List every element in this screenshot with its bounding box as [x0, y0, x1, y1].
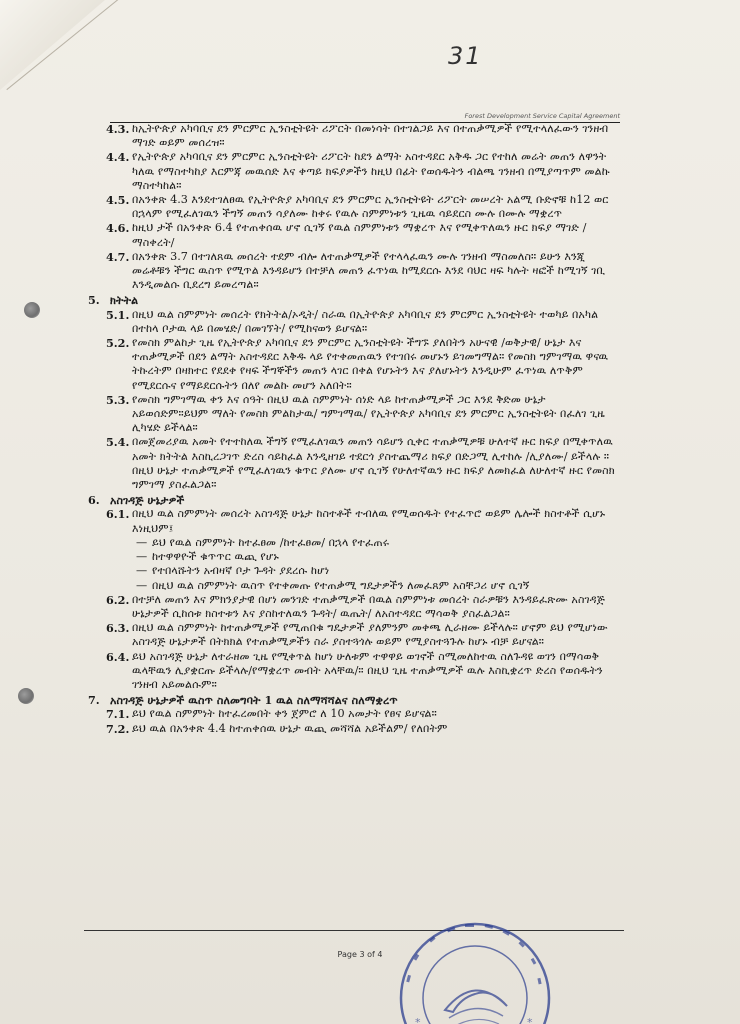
clause-number: 5.3.	[106, 392, 130, 407]
clause	[84, 150, 624, 193]
clause-number: 4.7.	[106, 249, 130, 264]
list-item	[84, 536, 624, 550]
list-item-text: ከተዋዋዮች ቁጥጥር ዉጪ የሆኑ	[152, 550, 279, 564]
section-title: አስገዳጅ ሁኔታዎች	[110, 493, 185, 508]
clause-number: 7.1.	[106, 707, 130, 722]
clause-text: በዚህ ዉል ስምምነት መሰረት አስገዳጅ ሁኔታ ከስተቶች ተብለዉ የሚወሰዱት የተፈጥሮ ወይም ሌሎች ክስተቶች ሲሆኑ እነዚህም፤	[132, 507, 606, 535]
clause-number: 5.4.	[106, 435, 130, 450]
clause-text: የኢትዮጵያ አካባቢና ደን ምርምር ኢንስቲትዩት ሪፖርት ከደን ልማት አስተዳደር አቅዱ ጋር የተከለ መሬት መጠን ለዋንት ካለዉ የማስተካከያ እርምጃ መዉሰድ እና ቀጣይ ክፍያዎችን ከዚህ በፊት የወሰዱትን ብልጫ ገንዘብ በሚያጣጥም መልኩ ማስተካከል።	[132, 150, 610, 192]
clause-text: ከኢትዮጵያ አካባቢና ደን ምርምር ኢንስቲትዩት ሪፖርት በመነሳት በተገልጋይ እና በተጠቃሚዎች የሚተላለፈውን ገንዘብ ማገድ ወይም መሰረዝ።	[132, 122, 609, 150]
clause-number: 6.4.	[106, 649, 130, 664]
section-heading	[84, 693, 624, 707]
svg-text:*: *	[527, 1016, 533, 1024]
clause-number: 5.1.	[106, 307, 130, 322]
clause-text: የመስክ ምልከታ ጊዜ የኢትዮጵያ አካባቢና ደን ምርምር ኢንስቲትዩት ችግኙ ያለበትን አሁናዊ /ወቅታዊ/ ሁኔታ እና ተጠቃሚዎች በደን ልማት አስተዳደር እቅዱ ላይ የተቀመጠዉን የተገበሩ መሆኑን ይገመግማል። የመስክ ግምገማዉ ዋናዉ ትኩረትም በዛክተር የደደቀ የዛፍ ችግኞችን መጠን ላገር በቀል የሆኑትን እና ያለሆኑትን እንዲሁም ፈጥነዉ ለጥቅም የሚደርሱና የማይደርሱትን በለየ መልኩ መሆን አለበት።	[132, 336, 609, 392]
clause-text: በዚህ ዉል ስምምነት ከተጠቃሚዎች የሚጠበቁ ግዴታዎች ያለምንም መቀጫ ሊራዘሙ ይችላሉ። ሆኖም ይህ የሚሆነው አስገዳጅ ሁኔታዎች በትክክል የተጠቃሚዎችን ስራ ያስተጓጎሉ ወይም የሚያስተጓጉሉ ከሆኑ ብቻ ይሆናል።	[132, 621, 608, 649]
dash-marker: —	[136, 564, 148, 578]
clause-number: 6.2.	[106, 592, 130, 607]
clause	[84, 308, 624, 336]
dash-marker: —	[136, 550, 148, 564]
clause	[84, 507, 624, 535]
list-item-text: በዚህ ዉል ስምምነት ዉስጥ የተቀመጡ የተጠቃሚ ግዴታዎችን ለመፈጸም አስቸጋሪ ሆኖ ሲገኝ	[152, 578, 530, 592]
clause-text: ይህ ዉል በአንቀጽ 4.4 ከተጠቀሰዉ ሁኔታ ዉጪ መሻሻል አይችልም/ የለበትም	[132, 721, 448, 735]
clause	[84, 193, 624, 221]
folded-corner	[0, 0, 105, 90]
clause	[84, 650, 624, 693]
clause-number: 6.1.	[106, 507, 130, 522]
clause	[84, 722, 624, 736]
clause	[84, 435, 624, 492]
punch-hole-icon	[18, 688, 34, 704]
clause-text: ይህ አስገዳጅ ሁኔታ ለተራዘመ ጊዜ የሚቀጥል ከሆነ ሁለቱም ተዋዋይ ወገኖች ስሚመለከተዉ ስለጉዳዩ ወገን በማሳወቅ ዉላቸዉን ሊያቋርጡ ይችላሉ/የማቋረጥ መብት አላቸዉ/። በዚህ ጊዜ ተጠቃሚዎች ዉሉ እስኪቋረጥ ድረስ የወሰዱትን ገንዘብ አይመልሱም።	[132, 649, 603, 691]
clause-text: በመጀመሪያዉ አመት የተተከለዉ ችግኝ የሚፈለገዉን መጠን ሳይሆን ሲቀር ተጠቃሚዎቹ ሁለተኛ ዙር ክፍያ በሚቀጥለዉ አመት ክትትል እስኪረጋገጥ ድረስ ሳይከፈል እንዲዘገይ ተደርጎ ያስተጨማሪ ክፍያ በድጋሚ ሊተከሉ /ሊያለሙ/ ይችላሉ ። በዚህ ሁኔታ ተጠቃሚዎች የሚፈለገዉን ቁጥር ያለሙ ሆኖ ሲገኝ የሁለተኛዉን ዙር ክፍያ ለመክፈል ለሁለተኛ ዙር የመስክ ግምገማ ያስፈልጋል።	[132, 435, 615, 492]
clause-number: 5.2.	[106, 336, 130, 351]
section-number: 5.	[88, 293, 100, 308]
handwritten-page-number: 31	[448, 42, 483, 70]
list-item	[84, 579, 624, 593]
list-item	[84, 564, 624, 578]
svg-text:*: *	[415, 1016, 421, 1024]
clause-text: ይህ የዉል ስምምነት ከተፈረመበት ቀን ጀምሮ ለ 10 አመታት የፀና ይሆናል።	[132, 707, 437, 721]
clause	[84, 336, 624, 393]
section-number: 7.	[88, 693, 100, 708]
running-header: Forest Development Service Capital Agreement	[110, 111, 620, 123]
document-body	[84, 122, 624, 736]
clause-text: በአንቀጽ 3.7 በተገለጸዉ መሰረት ተደም ብሎ ለተጠቃሚዎች የተላላፈዉን ሙሉ ገንዘብ ማስመለስ። ይሁን እንጂ መሬቶቹን ችግር ዉስጥ የሚጥል እንዳይሆን በተቻለ መጠን ፈጥነዉ ከሚደርሱ እንደ ባህር ዛፍ ካሉት ዛፎች ከሚገኝ ገቢ እንዲመልሱ ቢደረግ ይመረጣል።	[132, 249, 606, 292]
list-item	[84, 550, 624, 564]
clause-text: በተቻለ መጠን እና ምክንያታዊ በሆነ መንገድ ተጠቃሚዎች በዉል ስምምነቱ መሰረት ስራዎቹን እንዳይፈጽሙ አስገዳጅ ሁኔታዎች ሲከሰቱ ክስተቱን እና ያስከተለዉን ጉዳት/ ዉጤት/ ለአስተዳደር ማሳወቅ ያስፈልጋል።	[132, 592, 605, 620]
page-footer: Page 3 of 4	[337, 950, 383, 959]
list-item-text: የተበላሹትን አብዛኛ ቦታ ጉዳት ያደረሱ ከሆነ	[152, 564, 330, 578]
list-item-text: ይህ የዉል ስምምነት ከተፈፀመ /ከተፈፀመ/ በኋላ የተፈጠሩ	[152, 535, 390, 549]
section-title: አስገዳጅ ሁኔታዎች ዉስጥ ስለመግባት 1 ዉል ስለማሻሻልና ስለማቋረጥ	[110, 693, 398, 708]
section-heading	[84, 493, 624, 507]
clause	[84, 250, 624, 293]
clause-number: 6.3.	[106, 621, 130, 636]
dash-marker: —	[136, 578, 148, 592]
clause	[84, 593, 624, 621]
clause-text: በዚህ ዉል ስምምነት መሰረት የክትትል/ኦዲት/ ስራዉ በኢትዮጵያ አካባቢና ደን ምርምር ኢንስቲትዩት ተወካይ በአካል በተከላ ቦታዉ ላይ በመሄድ/ በመገኘት/ የሚከናወን ይሆናል።	[132, 307, 599, 335]
punch-hole-icon	[24, 302, 40, 318]
clause-number: 4.5.	[106, 193, 130, 208]
section-number: 6.	[88, 493, 100, 508]
clause-text: ከዚህ ታች በአንቀጽ 6.4 የተጠቀሰዉ ሆኖ ሲገኝ የዉል ስምምነቱን ማቋረጥ እና የሚቀጥለዉን ዙር ክፍያ ማገድ /ማስቀረት/	[132, 221, 587, 249]
clause	[84, 621, 624, 649]
section-title: ክትትል	[110, 293, 139, 308]
clause	[84, 707, 624, 721]
section-heading	[84, 293, 624, 307]
clause-text: የመስክ ግምገማዉ ቀን እና ሰዓት በዚህ ዉል ስምምነት ሰነድ ላይ ከተጠቃሚዎች ጋር እንደ ቅድመ ሁኔታ አይወሰድም።ይህም ማለት የመስክ ምልከታዉ/ ግምገማዉ/ የኢትዮጵያ አካባቢና ደን ምርምር ኢንስቲትዩት በፈለገ ጊዜ ሊካሄድ ይችላል።	[132, 392, 605, 435]
institute-seal-icon	[395, 918, 555, 1024]
clause-number: 4.3.	[106, 122, 130, 136]
dash-marker: —	[136, 535, 148, 549]
clause-number: 4.4.	[106, 150, 130, 165]
clause	[84, 393, 624, 436]
clause-number: 7.2.	[106, 721, 130, 736]
clause-text: በአንቀጽ 4.3 እንደተገለፀዉ የኢትዮጵያ አካባቢና ደን ምርምር ኢንስቲትዩት ሪፖርት መሠረት አልሚ ቡድኖቹ ከ12 ወር በኋላም የሚፈለገዉን ችግኝ መጠን ሳያለሙ ከቀሩ የዉሉ ስምምነቱን ጊዜዉ ሳይደርስ ሙሉ በሙሉ ማቋረጥ	[132, 193, 609, 221]
clause-number: 4.6.	[106, 221, 130, 236]
clause	[84, 122, 624, 150]
clause	[84, 221, 624, 249]
